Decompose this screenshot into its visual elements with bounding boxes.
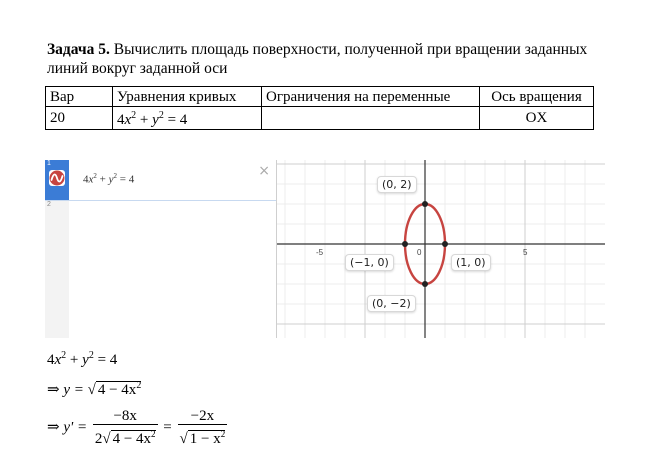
task-statement <box>47 40 607 78</box>
graph-area[interactable] <box>277 160 605 338</box>
cell-var: 20 <box>46 107 113 130</box>
derivative-fraction-1: $\frac{-8x}{2√ 4 - 4x^2}$ <box>94 408 156 447</box>
header-curves: Уравнения кривых <box>113 87 262 107</box>
task-table <box>45 86 594 130</box>
cell-limits <box>262 107 480 130</box>
table-header-row <box>46 87 594 107</box>
tick-x-neg: -5 <box>316 248 324 257</box>
solution-line-1: $4x^2 + y^2 = 4$ <box>47 350 118 368</box>
header-limits: Ограничения на переменные <box>262 87 480 107</box>
close-icon[interactable]: × <box>258 163 270 179</box>
point-bottom[interactable] <box>422 281 428 287</box>
table-row <box>46 107 594 130</box>
header-var: Вар <box>46 87 113 107</box>
expression-input[interactable]: $4x^2 + y^2 = 4$ <box>83 172 135 186</box>
label-right-point[interactable]: (1, 0) <box>451 254 491 271</box>
point-right[interactable] <box>442 241 448 247</box>
graph-toggle-icon[interactable] <box>49 170 65 186</box>
major-grid <box>277 160 605 338</box>
graphing-calculator <box>45 160 605 338</box>
expression-row-number: 1 <box>47 160 51 167</box>
point-left[interactable] <box>402 241 408 247</box>
solution-line-3: ⇒ y' = $\frac{-8x}{2√ 4 - 4x^2}$ = $\frac{-2x}{√ 1 - x^2}$ <box>47 408 226 447</box>
point-top[interactable] <box>422 201 428 207</box>
cell-equation: $4x^2 + y^2 = 4$ <box>113 107 262 130</box>
label-top-point[interactable]: (0, 2) <box>377 176 417 193</box>
expression-row-number-2: 2 <box>47 201 51 208</box>
task-label: Задача 5. <box>47 41 110 58</box>
cell-axis: OX <box>480 107 594 130</box>
task-text: Вычислить площадь поверхности, полученной при вращении заданных линий вокруг заданной оси <box>47 41 588 77</box>
label-bottom-point[interactable]: (0, −2) <box>367 295 416 312</box>
expression-row[interactable] <box>45 160 276 201</box>
solution-line-2: ⇒ y = √ $4 - 4x^2$ <box>47 380 142 398</box>
minor-grid <box>277 160 605 338</box>
tick-zero: 0 <box>417 248 422 257</box>
header-axis: Ось вращения <box>480 87 594 107</box>
tick-x-pos: 5 <box>523 248 528 257</box>
graph-canvas[interactable] <box>277 160 605 338</box>
derivative-fraction-2: $\frac{-2x}{√ 1 - x^2}$ <box>179 408 226 447</box>
expression-row-gutter[interactable] <box>45 160 69 200</box>
expression-panel <box>45 160 277 338</box>
label-left-point[interactable]: (−1, 0) <box>345 254 394 271</box>
